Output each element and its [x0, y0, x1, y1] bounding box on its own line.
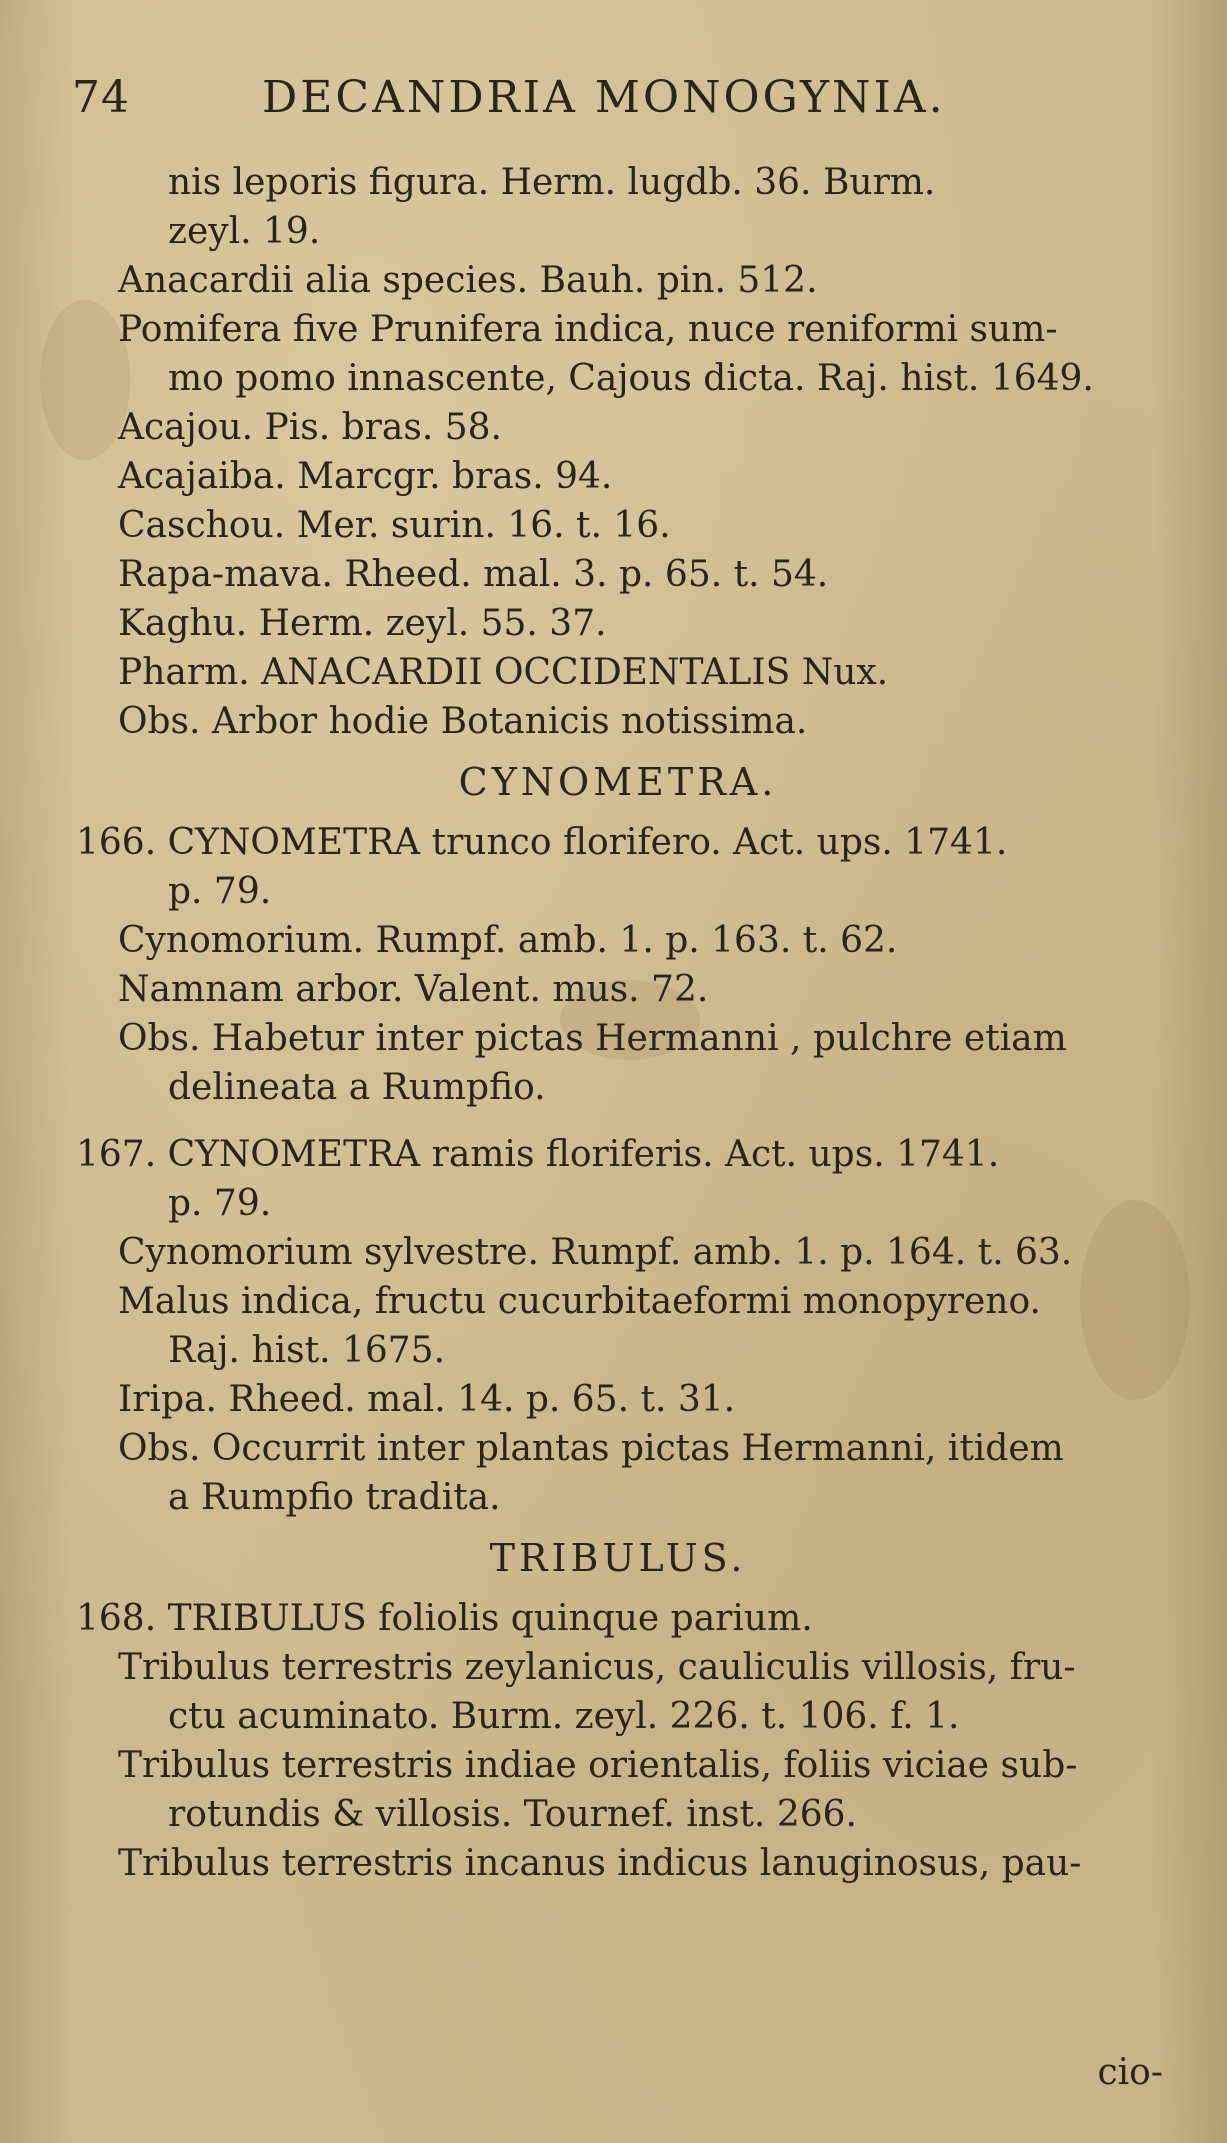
species-entry: 167. CYNOMETRA ramis floriferis. Act. ups. 1741.: [76, 1134, 1000, 1175]
continuation-line: Raj. hist. 1675.: [168, 1330, 446, 1371]
synonym-line: Acajou. Pis. bras. 58.: [118, 407, 502, 448]
spacer: [118, 1112, 1178, 1130]
synonym-line: Obs. Arbor hodie Botanicis notissima.: [118, 701, 808, 742]
continuation-line: a Rumpfio tradita.: [168, 1477, 501, 1518]
synonym-line: Tribulus terrestris indiae orientalis, foliis viciae sub-: [118, 1745, 1078, 1786]
synonym-line: Acajaiba. Marcgr. bras. 94.: [118, 456, 613, 497]
catchword: cio-: [1097, 2052, 1163, 2093]
synonym-line: Iripa. Rheed. mal. 14. p. 65. t. 31.: [118, 1379, 736, 1420]
paper-stain: [40, 300, 130, 460]
synonym-line: Anacardii alia species. Bauh. pin. 512.: [118, 260, 818, 301]
continuation-line: p. 79.: [168, 871, 272, 912]
page-header: [72, 72, 1152, 132]
continuation-line: ctu acuminato. Burm. zeyl. 226. t. 106. f. 1.: [168, 1696, 960, 1737]
synonym-line: Cynomorium. Rumpf. amb. 1. p. 163. t. 62.: [118, 920, 898, 961]
synonym-line: Tribulus terrestris zeylanicus, cauliculis villosis, fru-: [118, 1647, 1076, 1688]
synonym-line: Tribulus terrestris incanus indicus lanuginosus, pau-: [118, 1843, 1082, 1884]
synonym-line: Pomifera five Prunifera indica, nuce reniformi sum-: [118, 309, 1058, 350]
synonym-line: Namnam arbor. Valent. mus. 72.: [118, 969, 709, 1010]
continuation-line: zeyl. 19.: [168, 211, 321, 252]
synonym-line: Caschou. Mer. surin. 16. t. 16.: [118, 505, 671, 546]
synonym-line: Kaghu. Herm. zeyl. 55. 37.: [118, 603, 607, 644]
continuation-line: delineata a Rumpfio.: [168, 1067, 546, 1108]
synonym-line: Obs. Occurrit inter plantas pictas Hermanni, itidem: [118, 1428, 1064, 1469]
synonym-line: Obs. Habetur inter pictas Hermanni , pulchre etiam: [118, 1018, 1067, 1059]
synonym-line: Malus indica, fructu cucurbitaeformi monopyreno.: [118, 1281, 1041, 1322]
page-number: 74: [72, 72, 130, 123]
page-body: [76, 158, 1178, 1888]
continuation-line: p. 79.: [168, 1183, 272, 1224]
synonym-line: Pharm. ANACARDII OCCIDENTALIS Nux.: [118, 652, 889, 693]
synonym-line: Rapa-mava. Rheed. mal. 3. p. 65. t. 54.: [118, 554, 829, 595]
synonym-line: Cynomorium sylvestre. Rumpf. amb. 1. p. 164. t. 63.: [118, 1232, 1073, 1273]
species-entry: 168. TRIBULUS foliolis quinque parium.: [76, 1598, 813, 1639]
species-entry: 166. CYNOMETRA trunco florifero. Act. ups. 1741.: [76, 822, 1008, 863]
continuation-line: nis leporis figura. Herm. lugdb. 36. Burm.: [168, 162, 936, 203]
continuation-line: rotundis & villosis. Tournef. inst. 266.: [168, 1794, 857, 1835]
section-heading: CYNOMETRA.: [458, 760, 778, 804]
continuation-line: mo pomo innascente, Cajous dicta. Raj. hist. 1649.: [168, 358, 1094, 399]
running-title: DECANDRIA MONOGYNIA.: [262, 72, 946, 123]
section-heading: TRIBULUS.: [489, 1536, 747, 1580]
